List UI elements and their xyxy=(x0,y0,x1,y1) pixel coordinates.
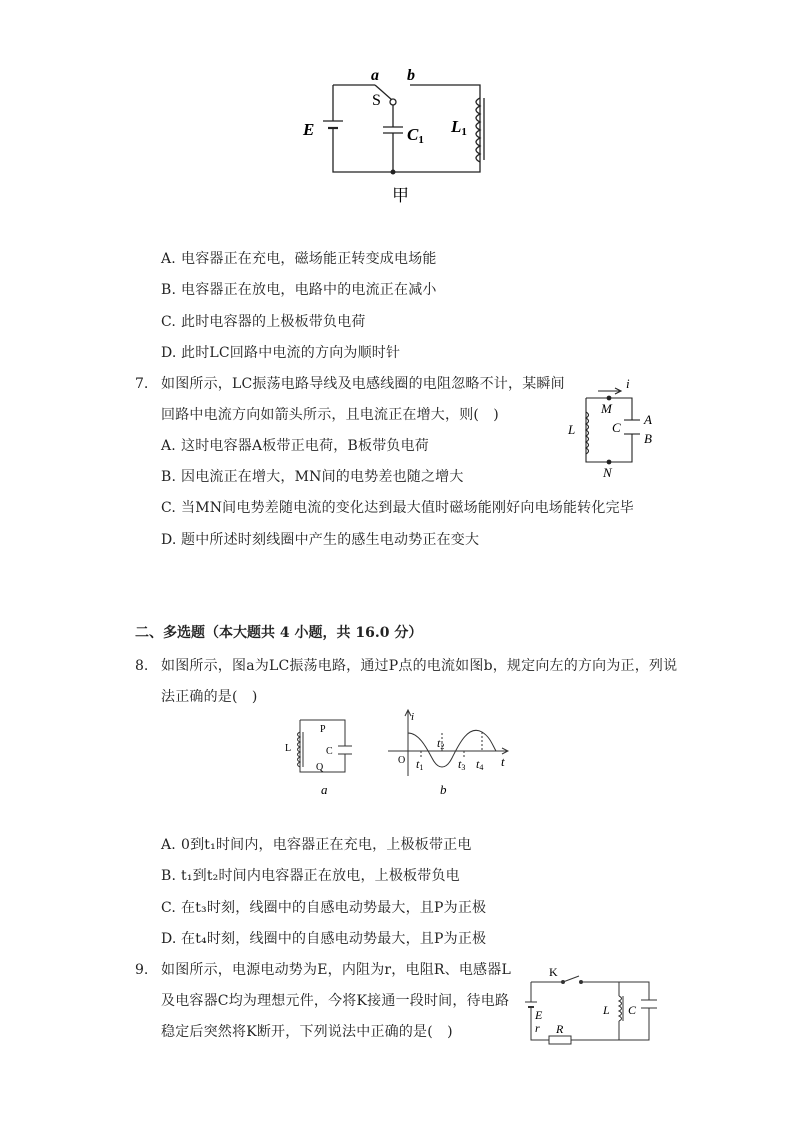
q7-fig-label-i: i xyxy=(626,376,630,391)
q7-stem-line2: 回路中电流方向如箭头所示，且电流正在增大，则( ) xyxy=(161,407,499,423)
q8-option-c[interactable]: C. 在t₃时刻，线圈中的自感电动势最大，且P为正极 xyxy=(161,900,487,916)
q8-option-d[interactable]: D. 在t₄时刻，线圈中的自感电动势最大，且P为正极 xyxy=(161,931,487,947)
fig-jia-label-c: C1 xyxy=(407,125,424,146)
q8-fig-b-label-t2: t2 xyxy=(437,736,445,751)
q9-fig-label-r-internal: r xyxy=(535,1021,540,1035)
q9-number: 9. xyxy=(135,962,149,978)
q9-fig-label-k: K xyxy=(549,965,558,979)
q7-stem-line1: 如图所示，LC振荡电路导线及电感线圈的电阻忽略不计，某瞬间 xyxy=(161,376,565,392)
q7-number: 7. xyxy=(135,376,149,392)
q8-stem-line1: 如图所示，图a为LC振荡电路，通过P点的电流如图b，规定向左的方向为正，列说 xyxy=(161,658,678,674)
q9-figure-circuit xyxy=(523,960,663,1050)
q7-figure-circuit xyxy=(560,376,660,480)
fig-jia-label-b: b xyxy=(407,67,415,84)
q7-fig-label-a: A xyxy=(644,412,652,427)
q9-fig-label-c: C xyxy=(628,1003,637,1017)
q8-current-wave xyxy=(408,730,496,767)
q6-option-a[interactable]: A. 电容器正在充电，磁场能正转变成电场能 xyxy=(161,251,437,267)
fig-jia-label-a: a xyxy=(371,67,379,84)
q8-fig-b-caption: b xyxy=(440,782,447,797)
q8-fig-b-label-t: t xyxy=(501,754,505,769)
q6-option-c[interactable]: C. 此时电容器的上极板带负电荷 xyxy=(161,314,366,330)
q8-fig-b-label-t1: t1 xyxy=(416,757,424,772)
q7-option-c[interactable]: C. 当MN间电势差随电流的变化达到最大值时磁场能刚好向电场能转化完毕 xyxy=(161,500,634,516)
q7-fig-label-l: L xyxy=(568,422,576,437)
fig-jia-caption: 甲 xyxy=(392,186,409,205)
q7-option-a[interactable]: A. 这时电容器A板带正电荷，B板带负电荷 xyxy=(161,438,429,454)
q8-fig-a-label-l: L xyxy=(285,743,292,754)
q9-stem-line2: 及电容器C均为理想元件，今将K接通一段时间，待电路 xyxy=(161,993,510,1009)
q8-fig-b-label-o: O xyxy=(398,755,406,766)
section-2-title: 二、多选题（本大题共 4 小题，共 16.0 分） xyxy=(135,625,423,641)
q8-fig-a-label-c: C xyxy=(326,746,333,757)
q8-fig-a-label-p: P xyxy=(320,724,326,735)
q7-fig-label-m: M xyxy=(601,401,612,416)
q7-fig-label-c: C xyxy=(612,420,621,435)
q8-number: 8. xyxy=(135,658,149,674)
q6-option-b[interactable]: B. 电容器正在放电，电路中的电流正在减小 xyxy=(161,282,437,298)
fig-jia-label-s: S xyxy=(372,92,381,109)
q8-fig-a-label-q: Q xyxy=(316,762,324,773)
q8-option-b[interactable]: B. t₁到t₂时间内电容器正在放电，上极板带负电 xyxy=(161,868,460,884)
q8-figure-b-graph xyxy=(380,706,520,800)
q7-option-b[interactable]: B. 因电流正在增大，MN间的电势差也随之增大 xyxy=(161,469,464,485)
q8-fig-b-label-i: i xyxy=(411,711,415,723)
q6-option-d[interactable]: D. 此时LC回路中电流的方向为顺时针 xyxy=(161,345,401,361)
fig-jia-label-l: L1 xyxy=(451,117,467,138)
q9-fig-label-r: R xyxy=(556,1022,564,1036)
fig-jia-label-e: E xyxy=(303,120,315,139)
q8-option-a[interactable]: A. 0到t₁时间内，电容器正在充电，上极板带正电 xyxy=(161,837,472,853)
q8-fig-b-label-t3: t3 xyxy=(458,757,466,772)
q8-fig-b-label-t4: t4 xyxy=(476,757,484,772)
q9-fig-label-e: E xyxy=(535,1008,543,1022)
q7-fig-label-b: B xyxy=(644,431,652,446)
q9-stem-line3: 稳定后突然将K断开，下列说法中正确的是( ) xyxy=(161,1024,453,1040)
q8-stem-line2: 法正确的是( ) xyxy=(161,689,258,705)
q8-fig-a-caption: a xyxy=(321,782,328,797)
q8-figure-a-circuit xyxy=(282,710,367,800)
q9-stem-line1: 如图所示，电源电动势为E，内阻为r，电阻R、电感器L xyxy=(161,962,511,978)
q7-fig-label-n: N xyxy=(603,465,612,480)
figure-jia-circuit xyxy=(295,60,505,210)
q7-option-d[interactable]: D. 题中所述时刻线圈中产生的感生电动势正在变大 xyxy=(161,532,480,548)
q9-fig-label-l: L xyxy=(603,1003,610,1017)
